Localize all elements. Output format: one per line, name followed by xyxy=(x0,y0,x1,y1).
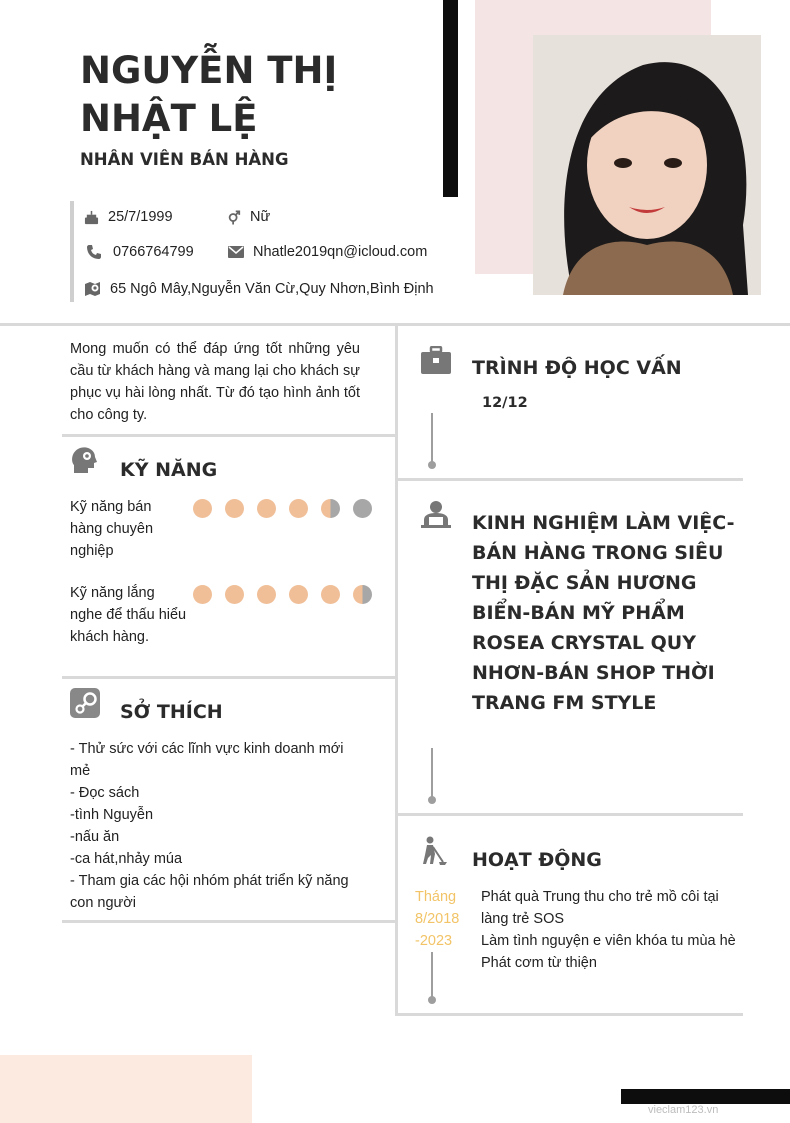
birthday-text: 25/7/1999 xyxy=(108,209,173,225)
activities-timeline-dot xyxy=(428,996,436,1004)
skills-title: KỸ NĂNG xyxy=(120,459,218,481)
address-row xyxy=(84,281,434,297)
education-timeline xyxy=(431,413,433,463)
black-decor-bar-top xyxy=(443,0,458,197)
activity-list xyxy=(481,886,736,974)
column-divider xyxy=(395,323,398,1016)
email-row xyxy=(228,244,427,260)
hobby-item: - Tham gia các hội nhóm phát triển kỹ năng con người xyxy=(70,873,349,911)
rating-dot xyxy=(257,499,276,518)
phone-row xyxy=(86,244,194,260)
activity-item: Phát cơm từ thiện xyxy=(481,955,597,971)
rating-dot-half xyxy=(353,585,372,604)
briefcase-icon xyxy=(421,346,451,374)
rating-dot xyxy=(225,585,244,604)
user-laptop-icon xyxy=(421,500,451,528)
phone-text: 0766764799 xyxy=(113,244,194,260)
hobby-item: - Đọc sách xyxy=(70,785,140,801)
education-timeline-dot xyxy=(428,461,436,469)
gender-icon xyxy=(227,210,241,225)
peach-decor-block xyxy=(0,1055,252,1123)
activities-timeline xyxy=(431,952,433,998)
mail-icon xyxy=(228,246,244,258)
skill-1-label: Kỹ năng bán hàng chuyên nghiệp xyxy=(70,499,154,559)
experience-timeline xyxy=(431,748,433,798)
rating-dot-half xyxy=(321,499,340,518)
candidate-name xyxy=(80,47,430,143)
hobby-item: -ca hát,nhảy múa xyxy=(70,851,183,867)
experience-title: KINH NGHIỆM LÀM VIỆC-BÁN HÀNG TRONG SIÊU THỊ ĐẶC SẢN HƯƠNG BIỂN-BÁN MỸ PHẨM ROSEA CRYSTAL QUY NHƠN-BÁN SHOP THỜI TRANG FM STYLE xyxy=(472,512,735,714)
gender-text: Nữ xyxy=(250,209,271,225)
career-objective: Mong muốn có thể đáp ứng tốt những yêu cầu từ khách hàng và mang lại cho khách sự phục vụ hài lòng nhất. Từ đó tạo hình ảnh tốt cho công ty. xyxy=(70,341,360,423)
hobbies-divider xyxy=(62,920,395,923)
gender-row xyxy=(227,209,270,225)
black-decor-bar-bottom xyxy=(621,1089,790,1104)
activity-item: Phát quà Trung thu cho trẻ mồ côi tại làng trẻ SOS xyxy=(481,889,719,927)
address-text: 65 Ngô Mây,Nguyễn Văn Cừ,Quy Nhơn,Bình Định xyxy=(110,281,434,297)
rating-dot xyxy=(289,585,308,604)
hobby-item: -nấu ăn xyxy=(70,829,120,845)
name-line-1: NGUYỄN THỊ xyxy=(80,49,338,92)
hobby-item: -tình Nguyễn xyxy=(70,807,154,823)
skills-divider xyxy=(62,676,395,679)
head-gear-icon xyxy=(70,445,100,475)
hobby-item: - Thử sức với các lĩnh vực kinh doanh mới mẻ xyxy=(70,741,344,779)
watermark: vieclam123.vn xyxy=(648,1104,719,1116)
hobbies-list xyxy=(70,738,365,914)
rating-dot xyxy=(321,585,340,604)
rating-dot xyxy=(289,499,308,518)
skill-2-rating xyxy=(193,585,385,604)
birthday-row xyxy=(84,209,173,225)
experience-divider xyxy=(395,813,743,816)
objective-divider xyxy=(62,434,395,437)
rating-dot xyxy=(225,499,244,518)
name-line-2: NHẬT LỆ xyxy=(80,97,258,140)
skill-2-label: Kỹ năng lắng nghe để thấu hiểu khách hàng. xyxy=(70,585,187,645)
rating-dot-empty xyxy=(353,499,372,518)
rating-dot xyxy=(257,585,276,604)
education-title: TRÌNH ĐỘ HỌC VẤN xyxy=(472,357,682,379)
activity-date: Tháng 8/2018 -2023 xyxy=(415,889,460,949)
education-grade: 12/12 xyxy=(482,395,528,411)
education-divider xyxy=(395,478,743,481)
phone-icon xyxy=(86,244,102,260)
cake-icon xyxy=(84,210,99,225)
steam-icon xyxy=(70,688,100,718)
activity-item: Làm tình nguyện e viên khóa tu mùa hè xyxy=(481,933,736,949)
rating-dot xyxy=(193,585,212,604)
job-title: NHÂN VIÊN BÁN HÀNG xyxy=(80,150,289,169)
contact-divider xyxy=(70,201,74,302)
volunteer-cleaning-icon xyxy=(421,836,447,866)
profile-photo xyxy=(533,35,761,295)
activities-divider xyxy=(395,1013,743,1016)
hobbies-title: SỞ THÍCH xyxy=(120,701,223,723)
experience-timeline-dot xyxy=(428,796,436,804)
rating-dot xyxy=(193,499,212,518)
activities-title: HOẠT ĐỘNG xyxy=(472,849,602,871)
skill-1-rating xyxy=(193,499,385,518)
map-pin-icon xyxy=(84,281,101,297)
email-text: Nhatle2019qn@icloud.com xyxy=(253,244,428,260)
